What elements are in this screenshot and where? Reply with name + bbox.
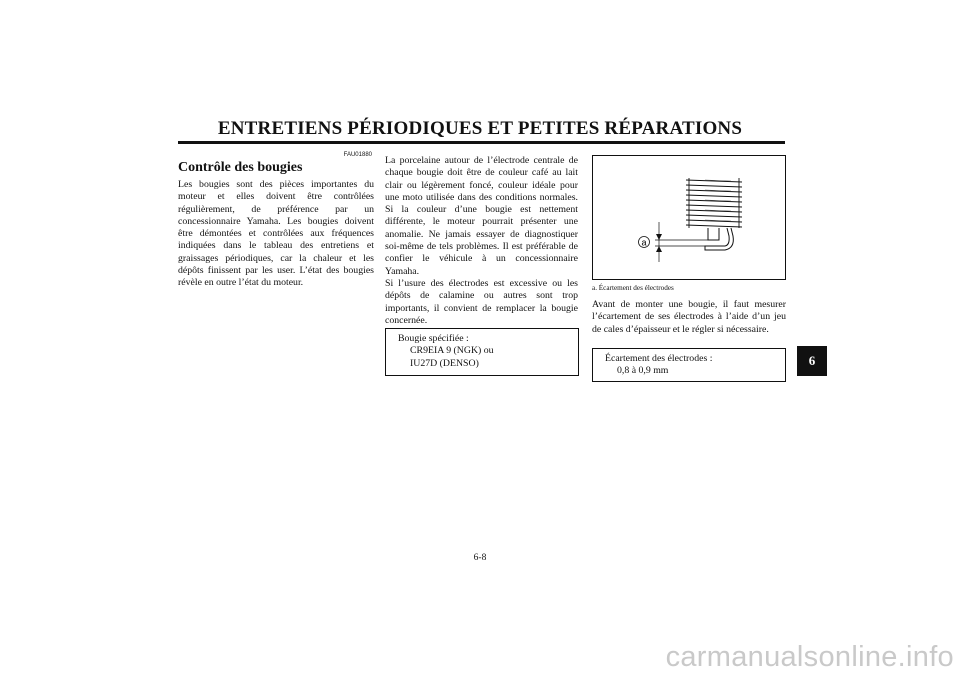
electrode-gap-spec-value: 0,8 à 0,9 mm xyxy=(617,365,669,377)
reference-code: FAU01880 xyxy=(343,152,372,158)
electrode-gap-spec-label: Écartement des électrodes : xyxy=(605,353,713,364)
porcelain-paragraph: La porcelaine autour de l’électrode centrale de chaque bougie doit être de couleur café au lait clair ou légèrement foncé, couleur idéale pour une moto utilisée dans des conditions normales. Si la couleur d’une bougie est nettement différente, le moteur pourrait présenter une anomalie. Ne jamais essayer de diagnostiquer soi-même de tels problèmes. Il est préférable de confier le véhicule à un concessionnaire Yamaha. xyxy=(385,155,578,277)
figure-caption: a. Écartement des électrodes xyxy=(592,284,674,292)
section-title: Contrôle des bougies xyxy=(178,160,303,175)
spark-plug-spec-box xyxy=(385,328,579,376)
watermark: carmanualsonline.info xyxy=(665,641,954,673)
gap-marker-label: a xyxy=(641,237,647,248)
chapter-tab: 6 xyxy=(797,346,827,376)
gap-measurement-paragraph: Avant de monter une bougie, il faut mesurer l’écartement de ses électrodes à l’aide d’un jeu de cales d’épaisseur et le régler si nécessaire. xyxy=(592,299,786,335)
page-header-title: ENTRETIENS PÉRIODIQUES ET PETITES RÉPARATIONS xyxy=(217,118,743,139)
middle-column xyxy=(385,155,578,327)
spark-plug-spec-label: Bougie spécifiée : xyxy=(398,333,469,344)
header-rule xyxy=(178,141,785,144)
spark-plug-illustration xyxy=(593,156,787,281)
intro-paragraph: Les bougies sont des pièces importantes du moteur et elles doivent être contrôlées régulièrement, de préférence par un concessionnaire Yamaha. Les bougies doivent être démontées et contrôlées aux fréquences indiquées dans le tableau des entretiens et graissages périodiques, car la chaleur et les dépôts finissent par les user. L’état des bougies révèle en outre l’état du moteur. xyxy=(178,179,374,289)
right-column xyxy=(592,299,786,336)
wear-paragraph: Si l’usure des électrodes est excessive ou les dépôts de calamine ou autres sont trop importants, il convient de remplacer la bougie concernée. xyxy=(385,277,578,326)
spark-plug-spec-value-denso: IU27D (DENSO) xyxy=(410,357,479,369)
spark-plug-spec-value-ngk: CR9EIA 9 (NGK) ou xyxy=(410,345,494,357)
spark-plug-figure xyxy=(592,155,786,280)
electrode-gap-spec-box xyxy=(592,348,786,382)
intro-column xyxy=(178,179,374,290)
page-number: 6-8 xyxy=(473,553,487,563)
